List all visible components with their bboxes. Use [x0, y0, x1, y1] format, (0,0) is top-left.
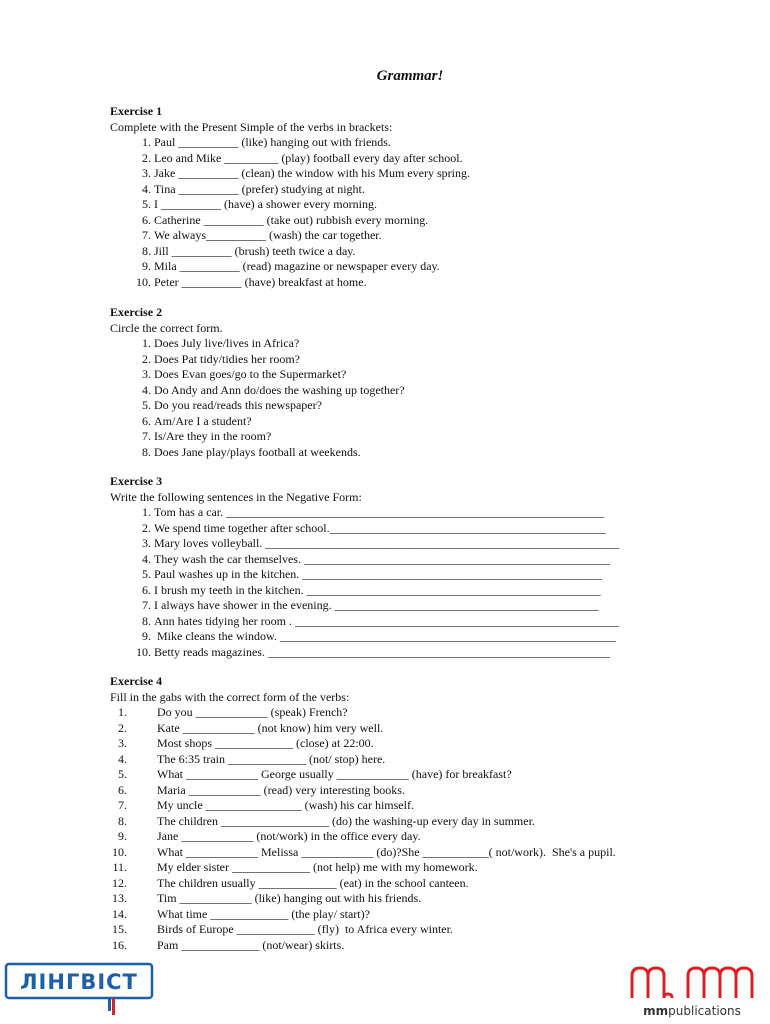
item-number: 8. — [118, 813, 127, 828]
item-text: Do you ____________ (speak) French? — [157, 705, 348, 719]
exercise1-item — [110, 244, 730, 260]
item-text: The children usually _____________ (eat) in the school canteen. — [157, 875, 469, 890]
item-number: 6. — [142, 212, 151, 227]
exercise3-item — [110, 536, 730, 552]
exercise-1-heading: Exercise 1 — [110, 104, 163, 118]
exercise3-item — [110, 598, 730, 614]
exercise4-item — [110, 752, 730, 768]
exercise1-item — [110, 151, 730, 167]
item-text: Birds of Europe _____________ (fly) to Africa every winter. — [157, 922, 453, 936]
lingvist-logo — [4, 962, 154, 1017]
item-spacer — [130, 767, 157, 783]
exercise2-item — [110, 398, 730, 414]
exercise1-item — [110, 166, 730, 182]
exercise-2-heading: Exercise 2 — [110, 305, 163, 319]
item-text: Am/Are I a student? — [154, 413, 252, 428]
item-number: 13. — [112, 891, 127, 905]
item-text: Maria ____________ (read) very interesting books. — [157, 782, 405, 797]
item-spacer — [130, 845, 157, 861]
item-spacer — [130, 922, 157, 938]
exercise4-item — [110, 907, 730, 923]
exercise-4-list — [110, 705, 730, 953]
exercise-1 — [110, 104, 730, 290]
exercise-1-list — [110, 135, 730, 290]
exercise3-item — [110, 567, 730, 583]
item-text: What ____________ George usually ____________ (have) for breakfast? — [157, 767, 512, 781]
exercise4-item — [110, 845, 730, 861]
mm-publications-wordmark-rest: publications — [668, 1004, 741, 1018]
item-spacer — [130, 752, 157, 768]
exercise3-item — [110, 521, 730, 537]
mm-publications-wordmark — [643, 1004, 741, 1018]
exercise1-item — [110, 135, 730, 151]
item-spacer — [130, 891, 157, 907]
item-text: Do Andy and Ann do/does the washing up together? — [154, 382, 405, 397]
item-number: 1. — [142, 505, 151, 519]
item-number: 5. — [142, 567, 151, 581]
item-number: 4. — [142, 551, 151, 566]
item-text: Does July live/lives in Africa? — [154, 336, 300, 350]
item-number: 5. — [142, 197, 151, 211]
item-spacer — [130, 876, 157, 892]
item-text: Do you read/reads this newspaper? — [154, 398, 322, 412]
exercise-2-list — [110, 336, 730, 460]
exercise4-item — [110, 767, 730, 783]
item-number: 4. — [142, 382, 151, 397]
exercise4-item — [110, 876, 730, 892]
exercise1-item — [110, 259, 730, 275]
item-number: 6. — [142, 413, 151, 428]
mm-publications-wordmark-bold: mm — [643, 1004, 669, 1018]
mm-publications-logo — [628, 962, 756, 1020]
item-text: Paul washes up in the kitchen. __________________________________________________ — [154, 567, 603, 581]
exercise3-item — [110, 645, 730, 661]
item-text: Catherine __________ (take out) rubbish every morning. — [154, 212, 429, 227]
item-number: 6. — [142, 582, 151, 597]
exercise1-item — [110, 197, 730, 213]
exercise3-item — [110, 505, 730, 521]
item-spacer — [130, 721, 157, 737]
item-spacer — [130, 798, 157, 814]
item-text: Tina __________ (prefer) studying at night. — [154, 181, 365, 196]
exercise4-item — [110, 798, 730, 814]
item-number: 4. — [118, 751, 127, 766]
item-text: Is/Are they in the room? — [154, 429, 272, 443]
exercise4-item — [110, 891, 730, 907]
exercise1-item — [110, 182, 730, 198]
exercise4-item — [110, 922, 730, 938]
item-number: 7. — [142, 429, 151, 443]
item-text: Mary loves volleyball. ___________________________________________________________ — [154, 536, 620, 550]
exercise-2-instruction: Circle the correct form. — [110, 320, 223, 335]
item-number: 16. — [112, 937, 127, 952]
item-number: 4. — [142, 181, 151, 196]
item-text: Ann hates tidying her room . ______________________________________________________ — [154, 613, 619, 628]
exercise-3-list — [110, 505, 730, 660]
item-text: My uncle ________________ (wash) his car himself. — [157, 798, 414, 812]
item-spacer — [130, 783, 157, 799]
exercise-4 — [110, 674, 730, 953]
item-number: 3. — [118, 736, 127, 750]
item-text: My elder sister _____________ (not help) me with my homework. — [157, 860, 478, 874]
item-spacer — [130, 814, 157, 830]
item-text: Paul __________ (like) hanging out with friends. — [154, 135, 391, 149]
exercise-3-instruction: Write the following sentences in the Negative Form: — [110, 489, 362, 504]
item-text: Jake __________ (clean) the window with his Mum every spring. — [154, 166, 470, 180]
exercise4-item — [110, 814, 730, 830]
exercise2-item — [110, 445, 730, 461]
exercise3-item — [110, 629, 730, 645]
item-spacer — [130, 736, 157, 752]
item-number: 1. — [142, 336, 151, 350]
exercise3-item — [110, 552, 730, 568]
exercise2-item — [110, 383, 730, 399]
exercise-4-instruction: Fill in the gabs with the correct form of the verbs: — [110, 689, 350, 704]
exercise-3-heading: Exercise 3 — [110, 474, 163, 488]
exercise-2 — [110, 305, 730, 460]
item-text: I brush my teeth in the kitchen. _________________________________________________ — [154, 582, 601, 597]
exercise4-item — [110, 736, 730, 752]
item-number: 3. — [142, 166, 151, 180]
item-number: 12. — [112, 875, 127, 890]
item-number: 3. — [142, 536, 151, 550]
item-text: Peter __________ (have) breakfast at home. — [154, 274, 367, 289]
lingvist-logo-tail-red — [112, 998, 115, 1015]
item-number: 5. — [118, 767, 127, 781]
exercise-3 — [110, 474, 730, 660]
item-text: We always__________ (wash) the car together. — [154, 228, 382, 242]
item-number: 2. — [142, 520, 151, 535]
item-number: 1. — [118, 705, 127, 719]
item-text: Does Pat tidy/tidies her room? — [154, 351, 300, 366]
exercise-1-instruction: Complete with the Present Simple of the verbs in brackets: — [110, 119, 393, 134]
item-text: Mila __________ (read) magazine or newspaper every day. — [154, 259, 440, 273]
exercise4-item — [110, 938, 730, 954]
item-text: Leo and Mike _________ (play) football every day after school. — [154, 150, 463, 165]
item-number: 2. — [118, 720, 127, 735]
item-number: 3. — [142, 367, 151, 381]
item-number: 8. — [142, 613, 151, 628]
item-text: Does Jane play/plays football at weekends. — [154, 444, 361, 459]
item-spacer — [130, 705, 157, 721]
exercise1-item — [110, 228, 730, 244]
item-text: Kate ____________ (not know) him very well. — [157, 720, 384, 735]
item-text: They wash the car themselves. ___________________________________________________ — [154, 551, 610, 566]
exercise4-item — [110, 783, 730, 799]
item-number: 14. — [112, 906, 127, 921]
exercise3-item — [110, 614, 730, 630]
item-number: 2. — [142, 351, 151, 366]
item-number: 7. — [118, 798, 127, 812]
item-number: 10. — [112, 844, 127, 859]
item-number: 9. — [142, 259, 151, 273]
exercise4-item — [110, 721, 730, 737]
item-spacer — [130, 938, 157, 954]
exercise-4-heading: Exercise 4 — [110, 674, 163, 688]
item-text: Tom has a car. _______________________________________________________________ — [154, 505, 605, 519]
item-text: Tim ____________ (like) hanging out with his friends. — [157, 891, 422, 905]
item-spacer — [130, 860, 157, 876]
item-text: Most shops _____________ (close) at 22:00. — [157, 736, 374, 750]
exercise1-item — [110, 213, 730, 229]
item-number: 10. — [136, 274, 151, 289]
item-spacer — [130, 829, 157, 845]
page-title: Grammar! — [376, 68, 444, 84]
exercise2-item — [110, 429, 730, 445]
item-text: Betty reads magazines. _________________________________________________________ — [154, 644, 610, 659]
exercise2-item — [110, 367, 730, 383]
item-text: The 6:35 train _____________ (not/ stop) here. — [157, 751, 386, 766]
item-number: 2. — [142, 150, 151, 165]
item-text: We spend time together after school.______________________________________________ — [154, 520, 606, 535]
item-number: 1. — [142, 135, 151, 149]
item-number: 15. — [112, 922, 127, 936]
item-number: 7. — [142, 228, 151, 242]
item-text: Does Evan goes/go to the Supermarket? — [154, 367, 347, 381]
item-text: Jane ____________ (not/work) in the office every day. — [157, 829, 421, 843]
item-text: The children __________________ (do) the washing-up every day in summer. — [157, 813, 535, 828]
item-number: 10. — [136, 644, 151, 659]
exercise3-item — [110, 583, 730, 599]
exercise2-item — [110, 352, 730, 368]
item-number: 9. — [118, 829, 127, 843]
item-text: I always have shower in the evening. ____________________________________________ — [154, 598, 599, 612]
item-text: Jill __________ (brush) teeth twice a day. — [154, 243, 356, 258]
item-spacer — [130, 907, 157, 923]
mm-publications-mark — [632, 968, 752, 998]
item-number: 8. — [142, 243, 151, 258]
exercise4-item — [110, 829, 730, 845]
exercise2-item — [110, 336, 730, 352]
item-number: 5. — [142, 398, 151, 412]
exercise2-item — [110, 414, 730, 430]
item-number: 8. — [142, 444, 151, 459]
lingvist-logo-tail — [108, 998, 111, 1011]
lingvist-logo-text: ЛІНГВІСТ — [20, 970, 138, 994]
item-number: 6. — [118, 782, 127, 797]
item-text: Mike cleans the window. ________________________________________________________ — [154, 629, 616, 643]
item-text: Pam _____________ (not/wear) skirts. — [157, 937, 345, 952]
item-text: I __________ (have) a shower every morning. — [154, 197, 377, 211]
item-text: What ____________ Melissa ____________ (do)?She ___________( not/work). She's a pupil. — [157, 844, 616, 859]
item-text: What time _____________ (the play/ start)? — [157, 906, 370, 921]
item-number: 11. — [112, 860, 127, 874]
exercise4-item — [110, 705, 730, 721]
exercise4-item — [110, 860, 730, 876]
exercise1-item — [110, 275, 730, 291]
item-number: 9. — [142, 629, 151, 643]
item-number: 7. — [142, 598, 151, 612]
